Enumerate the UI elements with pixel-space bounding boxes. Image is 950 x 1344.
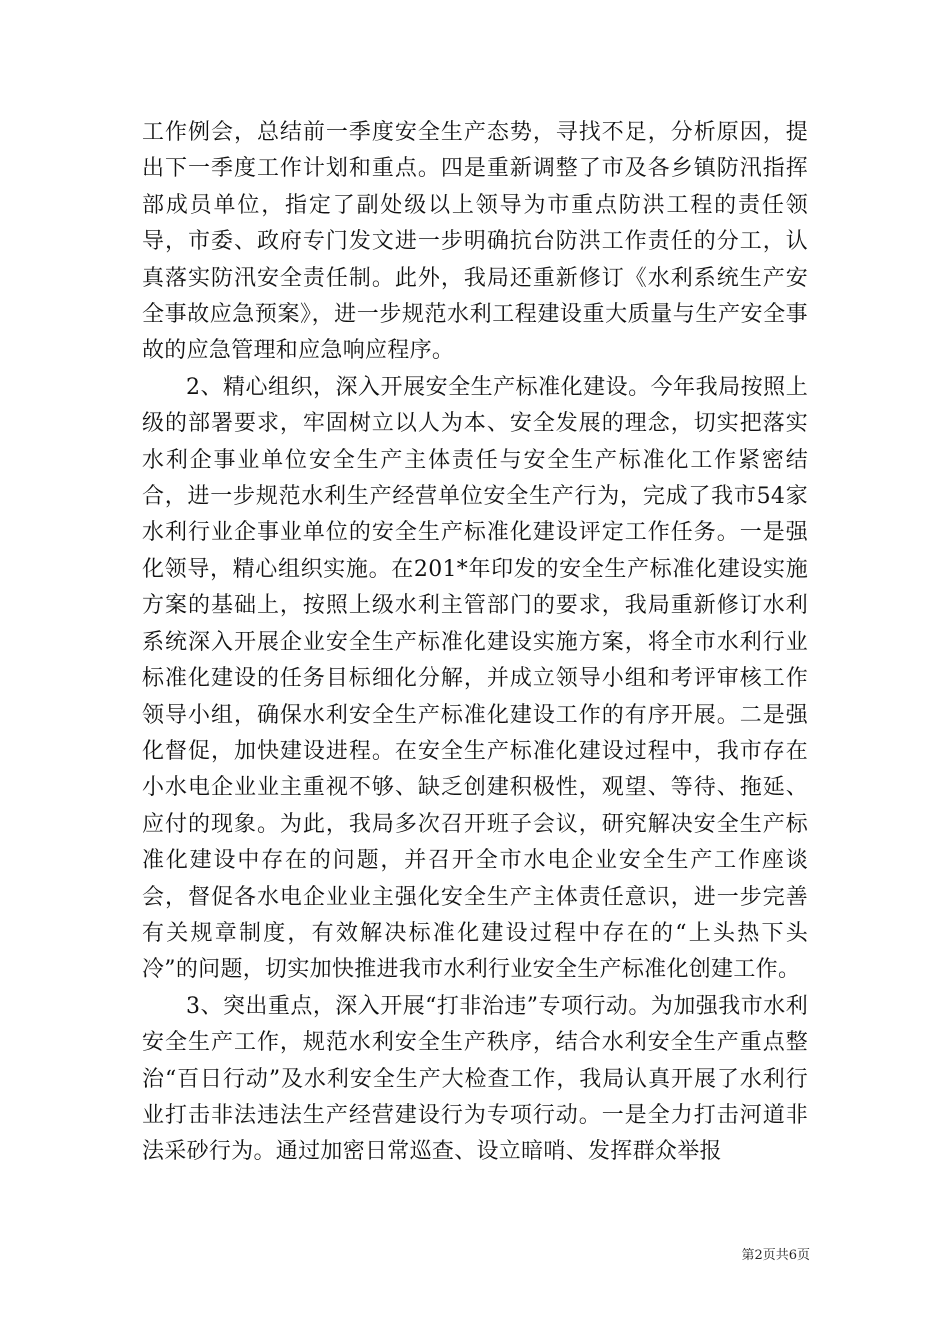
paragraph-special-action: 3、突出重点，深入开展“打非治违”专项行动。为加强我市水利安全生产工作，规范水利安全生产秩序，结合水利安全生产重点整治“百日行动”及水利安全生产大检查工作，我局认真开展了水利行业打击非法违法生产经营建设行为专项行动。一是全力打击河道非法采砂行为。通过加密日常巡查、设立暗哨、发挥群众举报 — [142, 993, 808, 1165]
body-text — [142, 115, 808, 1171]
paragraph-standardization: 2、精心组织，深入开展安全生产标准化建设。今年我局按照上级的部署要求，牢固树立以人为本、安全发展的理念，切实把落实水利企事业单位安全生产主体责任与安全生产标准化工作紧密结合，进一步规范水利生产经营单位安全生产行为，完成了我市54家水利行业企事业单位的安全生产标准化建设评定工作任务。一是强化领导，精心组织实施。在201*年印发的安全生产标准化建设实施方案的基础上，按照上级水利主管部门的要求，我局重新修订水利系统深入开展企业安全生产标准化建设实施方案，将全市水利行业标准化建设的任务目标细化分解，并成立领导小组和考评审核工作领导小组，确保水利安全生产标准化建设工作的有序开展。二是强化督促，加快建设进程。在安全生产标准化建设过程中，我市存在小水电企业业主重视不够、缺乏创建积极性，观望、等待、拖延、应付的现象。为此，我局多次召开班子会议，研究解决安全生产标准化建设中存在的问题，并召开全市水电企业安全生产工作座谈会，督促各水电企业业主强化安全生产主体责任意识，进一步完善有关规章制度，有效解决标准化建设过程中存在的“上头热下头冷”的问题，切实加快推进我市水利行业安全生产标准化创建工作。 — [142, 374, 808, 983]
page-number: 第2页共6页 — [741, 1248, 810, 1263]
paragraph-continuation: 工作例会，总结前一季度安全生产态势，寻找不足，分析原因，提出下一季度工作计划和重点。四是重新调整了市及各乡镇防汛指挥部成员单位，指定了副处级以上领导为市重点防洪工程的责任领导，市委、政府专门发文进一步明确抗台防洪工作责任的分工，认真落实防汛安全责任制。此外，我局还重新修订《水利系统生产安全事故应急预案》，进一步规范水利工程建设重大质量与生产安全事故的应急管理和应急响应程序。 — [142, 120, 808, 364]
